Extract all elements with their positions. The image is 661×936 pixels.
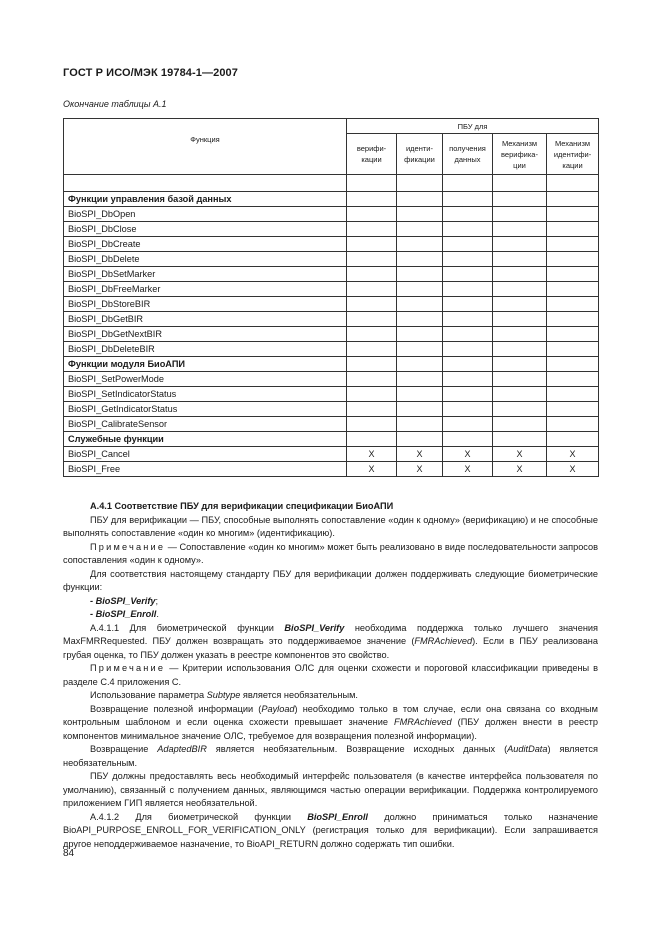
punct: . (156, 609, 159, 619)
note-text: — Критерии использования ОЛС для оценки схожести и пороговой классификации приведены в разделе С.4 приложения С. (63, 663, 598, 687)
table-row (64, 402, 599, 417)
support-mark-cell (493, 342, 547, 357)
support-mark-cell (443, 417, 493, 432)
support-mark-cell (547, 372, 599, 387)
function-name-cell: BioSPI_DbOpen (64, 207, 347, 222)
paragraph: Для соответствия настоящему стандарту ПБУ для верификации должен поддерживать следующие биометрические функции: (63, 568, 598, 592)
text-run: должно приниматься только назначение BioAPI_PURPOSE_ENROLL_FOR_VERIFICATION_ONLY (регистрация только для верификации). Если запрашивается другое неподдерживаемое назначение, то BioAPI_RETURN должно содержать тип ошибки. (63, 811, 598, 849)
support-mark-cell (347, 417, 397, 432)
function-name-cell: BioSPI_DbCreate (64, 237, 347, 252)
subheader-cell: верифи- кации (347, 134, 397, 175)
function-name: - BioSPI_Enroll (90, 609, 157, 619)
support-mark-cell (397, 222, 443, 237)
table-row (64, 312, 599, 327)
support-mark-cell (443, 267, 493, 282)
text-run: Использование параметра (90, 690, 207, 700)
subheader-cell: иденти- фикации (397, 134, 443, 175)
support-mark-cell (547, 192, 599, 207)
table-row (64, 417, 599, 432)
table-row (64, 252, 599, 267)
function-name-cell: BioSPI_DbGetBIR (64, 312, 347, 327)
support-mark-cell (547, 267, 599, 282)
table-row (64, 282, 599, 297)
function-name-cell: BioSPI_DbGetNextBIR (64, 327, 347, 342)
standard-title: ГОСТ Р ИСО/МЭК 19784-1—2007 (63, 67, 238, 79)
term: Payload (261, 703, 295, 714)
support-mark-cell (493, 267, 547, 282)
punct: ; (155, 595, 159, 606)
function-column-header: Функция (64, 119, 347, 175)
text-run: ) необходимо только в том случае, если она связана со входным контрольным шаблоном и если оценка схожести превышает значение (63, 703, 598, 727)
support-mark-cell (493, 387, 547, 402)
term: FMRAchieved (414, 636, 473, 646)
support-mark-cell (397, 267, 443, 282)
function-name-cell: BioSPI_DbDelete (64, 252, 347, 267)
support-mark-cell (547, 432, 599, 447)
term: AdaptedBIR (157, 744, 207, 754)
support-mark-cell (547, 297, 599, 312)
paragraph: ПБУ для верификации — ПБУ, способные выполнять сопоставление «один к одному» (верификацию) и не способные выполнять сопоставление «один ко многим» (идентификацию). (63, 514, 598, 538)
support-mark-cell: X (347, 462, 397, 477)
support-mark-cell: X (547, 462, 599, 477)
function-name-cell: BioSPI_CalibrateSensor (64, 417, 347, 432)
support-mark-cell (347, 342, 397, 357)
support-mark-cell: X (397, 447, 443, 462)
support-mark-cell (493, 222, 547, 237)
table-row (64, 447, 599, 462)
support-mark-cell (493, 192, 547, 207)
support-mark-cell (397, 432, 443, 447)
support-mark-cell: X (547, 447, 599, 462)
function-name-cell: BioSPI_SetIndicatorStatus (64, 387, 347, 402)
support-mark-cell (397, 357, 443, 372)
note-label: Примечание (90, 541, 166, 552)
group-column-header: ПБУ для (347, 119, 599, 134)
support-mark-cell (397, 237, 443, 252)
support-mark-cell (397, 192, 443, 207)
note-text: — Сопоставление «один ко многим» может быть реализовано в виде последовательности запросов сопоставления «один к одному». (63, 541, 598, 565)
support-mark-cell (397, 417, 443, 432)
support-mark-cell: X (443, 447, 493, 462)
support-mark-cell (347, 222, 397, 237)
support-mark-cell (347, 297, 397, 312)
section-row (64, 192, 599, 207)
support-mark-cell (493, 432, 547, 447)
support-mark-cell (547, 282, 599, 297)
section-heading: А.4.1 Соответствие ПБУ для верификации спецификации БиоАПИ (90, 501, 394, 511)
support-mark-cell (493, 417, 547, 432)
support-mark-cell (547, 252, 599, 267)
table-row (64, 237, 599, 252)
paragraph (63, 689, 598, 703)
subheader-cell: Механизм верифика- ции (493, 134, 547, 175)
table-body (64, 175, 599, 477)
subheader-cell: получения данных (443, 134, 493, 175)
subheader-cell: Механизм идентифи- кации (547, 134, 599, 175)
function-name-cell: BioSPI_Cancel (64, 447, 347, 462)
support-mark-cell (347, 372, 397, 387)
support-mark-cell (443, 252, 493, 267)
support-mark-cell (547, 327, 599, 342)
section-title: Служебные функции (64, 432, 347, 447)
support-mark-cell: X (347, 447, 397, 462)
note-label: Примечание (90, 663, 166, 673)
function-name-cell: BioSPI_DbSetMarker (64, 267, 347, 282)
support-mark-cell: X (493, 447, 547, 462)
table-row (64, 297, 599, 312)
function-name-cell: BioSPI_DbStoreBIR (64, 297, 347, 312)
function-name-cell: BioSPI_Free (64, 462, 347, 477)
support-mark-cell (347, 387, 397, 402)
text-run: является необязательным. Возвращение исходных данных ( (206, 744, 508, 754)
support-mark-cell (443, 327, 493, 342)
function-list-item (63, 595, 598, 609)
paragraph (63, 811, 598, 852)
function-name: BioSPI_Enroll (307, 811, 368, 822)
support-mark-cell (347, 432, 397, 447)
support-mark-cell (493, 312, 547, 327)
table-row (64, 327, 599, 342)
table-row (64, 207, 599, 222)
text-run: А.4.1.2 Для биометрической функции (90, 811, 308, 822)
support-mark-cell (493, 372, 547, 387)
function-name-cell: BioSPI_GetIndicatorStatus (64, 402, 347, 417)
support-mark-cell (347, 327, 397, 342)
support-mark-cell (493, 357, 547, 372)
table-row (64, 462, 599, 477)
support-mark-cell (493, 252, 547, 267)
function-name: BioSPI_Verify (284, 622, 345, 633)
support-mark-cell (443, 282, 493, 297)
function-name-cell: BioSPI_DbFreeMarker (64, 282, 347, 297)
page-number: 84 (63, 848, 75, 859)
function-list-item (63, 608, 598, 622)
note (63, 662, 598, 689)
paragraph (63, 622, 598, 663)
support-mark-cell (443, 432, 493, 447)
section-title: Функции управления базой данных (64, 192, 347, 207)
support-mark-cell (397, 372, 443, 387)
support-mark-cell (397, 402, 443, 417)
paragraph: ПБУ должны предоставлять весь необходимый интерфейс пользователя (в качестве интерфейса пользователя по умолчанию), связанный с получением данных, являющимся частью операции верификации. Поддержка контролируемого приложением ГИП является необязательной. (63, 771, 598, 808)
paragraph (63, 743, 598, 770)
paragraph (63, 703, 598, 744)
table-row (64, 342, 599, 357)
support-mark-cell (547, 207, 599, 222)
support-mark-cell (443, 222, 493, 237)
support-mark-cell (347, 252, 397, 267)
support-mark-cell (547, 342, 599, 357)
text-run: ) является необязательным. (63, 744, 598, 768)
section-row (64, 432, 599, 447)
support-mark-cell (547, 312, 599, 327)
support-mark-cell (443, 207, 493, 222)
support-mark-cell (397, 207, 443, 222)
support-mark-cell (443, 312, 493, 327)
support-mark-cell (347, 237, 397, 252)
support-mark-cell (443, 342, 493, 357)
support-mark-cell (347, 192, 397, 207)
support-mark-cell (443, 237, 493, 252)
support-mark-cell (547, 387, 599, 402)
text-run: ). Если в ПБУ реализована грубая оценка, то ПБУ должен указать в реестре компонентов это свойство. (63, 636, 598, 660)
support-mark-cell (443, 372, 493, 387)
table-row (64, 267, 599, 282)
table-row (64, 372, 599, 387)
support-mark-cell (493, 327, 547, 342)
support-mark-cell (397, 387, 443, 402)
support-mark-cell (397, 312, 443, 327)
support-mark-cell (547, 237, 599, 252)
section-row (64, 357, 599, 372)
support-mark-cell (347, 402, 397, 417)
function-name-cell: BioSPI_DbDeleteBIR (64, 342, 347, 357)
text-run: (ПБУ должен внести в реестр компонентов минимальное значение ОЛС, требуемое для возвращения полезной информации). (63, 717, 598, 741)
support-mark-cell (547, 357, 599, 372)
support-mark-cell (347, 312, 397, 327)
text-run: А.4.1.1 Для биометрической функции (90, 622, 285, 633)
body-text (63, 500, 598, 851)
support-mark-cell (443, 387, 493, 402)
table-row (64, 222, 599, 237)
support-mark-cell (443, 192, 493, 207)
support-mark-cell (493, 297, 547, 312)
function-name: - BioSPI_Verify (90, 595, 156, 606)
support-mark-cell (547, 402, 599, 417)
text-run: необходима поддержка только лучшего значения MaxFMRRequested. ПБУ должен возвращать это поддерживаемое значение ( (63, 622, 598, 646)
function-name-cell: BioSPI_SetPowerMode (64, 372, 347, 387)
text-run: является необязательным. (240, 690, 358, 700)
section-title: Функции модуля БиоАПИ (64, 357, 347, 372)
support-mark-cell: X (443, 462, 493, 477)
support-mark-cell (397, 327, 443, 342)
support-mark-cell (397, 282, 443, 297)
function-name-cell: BioSPI_DbClose (64, 222, 347, 237)
text-run: Возвращение полезной информации ( (90, 703, 262, 714)
support-mark-cell (397, 252, 443, 267)
spacer-row (64, 175, 599, 192)
table-caption: Окончание таблицы А.1 (63, 99, 167, 109)
support-mark-cell (493, 282, 547, 297)
support-mark-cell (493, 402, 547, 417)
support-mark-cell (443, 402, 493, 417)
term: FMRAchieved (393, 717, 452, 727)
support-mark-cell (347, 207, 397, 222)
text-run: Возвращение (90, 744, 158, 754)
support-mark-cell (397, 342, 443, 357)
support-mark-cell (347, 282, 397, 297)
support-mark-cell (347, 267, 397, 282)
support-mark-cell (443, 297, 493, 312)
support-mark-cell: X (397, 462, 443, 477)
support-mark-cell (493, 207, 547, 222)
support-mark-cell (547, 417, 599, 432)
note (63, 541, 598, 568)
support-mark-cell (547, 222, 599, 237)
function-table (63, 118, 599, 477)
support-mark-cell (443, 357, 493, 372)
support-mark-cell: X (493, 462, 547, 477)
support-mark-cell (397, 297, 443, 312)
support-mark-cell (493, 237, 547, 252)
support-mark-cell (347, 357, 397, 372)
term: Subtype (206, 690, 241, 700)
term: AuditData (507, 744, 548, 754)
table-row (64, 387, 599, 402)
